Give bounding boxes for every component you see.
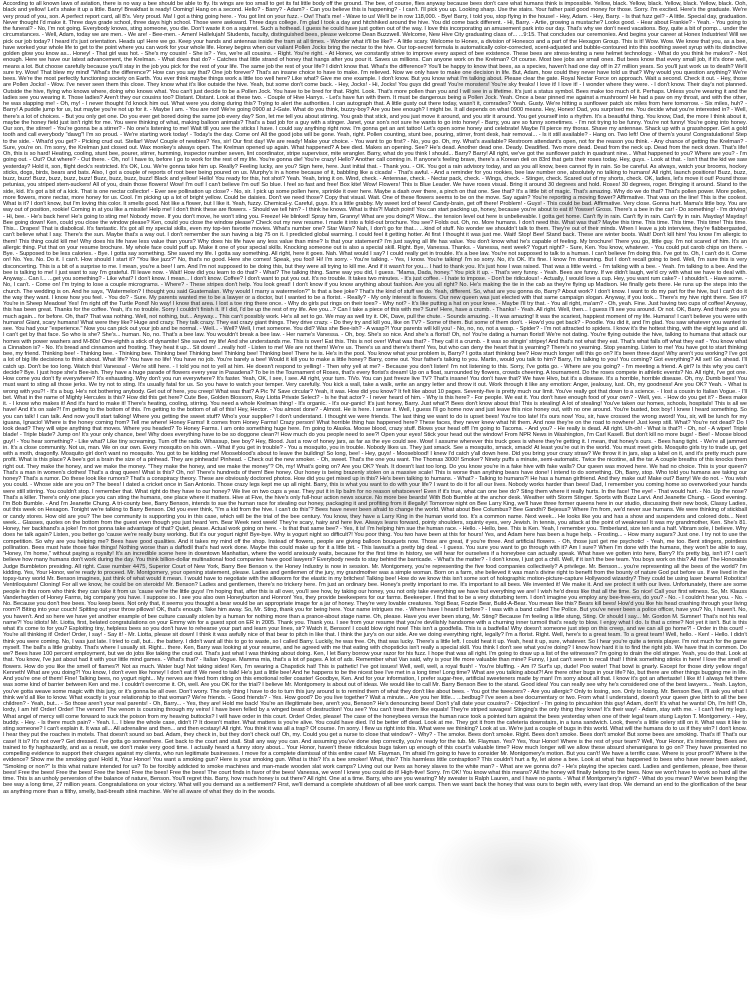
script-body-text: According to all known laws of aviation, there is no way a bee should be able to fly. Its wings are too small to get its fat little body off the ground. The bee, of course, flies anyway because bees don't care what humans think is impossible. Yellow, black. Yellow, black. Yellow, black. Yellow, black. Ooh, black and yellow! Let's shake it up a little. Barry! Breakfast is ready! Ooming! Hang on a second. Hello? - Barry? - Adam? - Can you believe this is happening? - I can't. I'll pick you up. Looking sharp. Use the stairs. Your father paid good money for those. Sorry. I'm excited. Here's the graduate. We're very proud of you, son. A perfect report card, all B's. Very proud. Ma! I got a thing going here. - You got lint on your fuzz. - Ow! That's me! - Wave to us! We'll be in row 118,000. - Bye! Barry, I told you, stop flying in the house! - Hey, Adam. - Hey, Barry. - Is that fuzz gel? - A little. Special day, graduation. Never thought I'd make it. Three days grade school, three days high school. Those were awkward. Three days college. I'm glad I took a day and hitchhiked around the hive. You did come back different. - Hi, Barry. - Artie, growing a mustache? Looks good. - Hear about Frankie? - Yeah. - You going to the funeral? - No, I'm not going. Everybody knows, sting someone, you die. Don't waste it on a squirrel. Such a hothead. I guess he could have just gotten out of the way. I love this incorporating an amusement park into our day. That's why we don't need vacations. Boy, quite a bit of pomp... under the circumstances. - Well, Adam, today we are men. - We are! - Bee-men. - Amen! Hallelujah! Students, faculty, distinguished bees, please welcome Dean Buzzwell. Welcome, New Hive City graduating class of... ...9:15. That concludes our ceremonies. And begins your career at Honex Industries! Will we pick our job today? I heard it's just orientation. Heads up! Here we go. Keep your hands and antennas inside the tram at all times. - Wonder what it'll be like? - A little scary. Welcome to Honex, a division of Honesco and a part of the Hexagon Group. This is it! Wow. Wow. We know that you, as a bee, have worked your whole life to get to the point where you can work for your whole life. Honey begins when our valiant Pollen Jocks bring the nectar to the hive. Our top-secret formula is automatically color-corrected, scent-adjusted and bubble-contoured into this soothing sweet syrup with its distinctive golden glow you know as... Honey! - That girl was hot. - She's my cousin! - She is? - Yes, we're all cousins. - Right. You're right. - At Honex, we constantly strive to improve every aspect of bee existence. These bees are stress-testing a new helmet technology. - What do you think he makes? - Not enough. Here we have our latest advancement, the Krelman. - What does that do? - Catches that little strand of honey that hangs after you pour it. Saves us millions. Can anyone work on the Krelman? Of course. Most bee jobs are small ones. But bees know that every small job, if it's done well, means a lot. But choose carefully because you'll stay in the job you pick for the rest of your life. The same job the rest of your life? I didn't know that. What's the difference? You'll be happy to know that bees, as a species, haven't had one day off in 27 million years. So you'll just work us to death? We'll sure try. Wow! That blew my mind! "What's the difference?" How can you say that? One job forever? That's an insane choice to have to make. I'm relieved. Now we only have to make one decision in life. But, Adam, how could they never have told us that? Why would you question anything? We're bees. We're the most perfectly functioning society on Earth. You ever think maybe things work a little too well here? Like what? Give me one example. I don't know. But you know what I'm talking about. Please clear the gate. Royal Nectar Force on approach. Wait a second. Check it out. - Hey, those are Pollen Jocks! - Wow. I've never seen them this close. They know what it's like outside the hive. Yeah, but some don't come back. - Hey, Jocks! - Hi, Jocks! You guys did great! You're monsters! You're sky freaks! I love it! I love it! - I wonder where they were. - I don't know. Their day's not planned. Outside the hive, flying who knows where, doing who knows what. You can't just decide to be a Pollen Jock. You have to be bred for that. Right. Look. That's more pollen than you and I will see in a lifetime. It's just a status symbol. Bees make too much of it. Perhaps. Unless you're wearing it and the ladies see you wearing it. Those ladies? Aren't they our cousins too? Distant. Distant. Look at these two. - Couple of Hive Harrys. - Let's have fun with them. It must be dangerous being a Pollen Jock. Yeah. Once a bear pinned me against a mushroom! He had a paw on my throat, and with the other, he was slapping me! - Oh, my! - I never thought I'd knock him out. What were you doing during this? Trying to alert the authorities. I can autograph that. A little gusty out there today, wasn't it, comrades? Yeah. Gusty. We're hitting a sunflower patch six miles from here tomorrow. - Six miles, huh? - Barry! A puddle jump for us, but maybe you're not up for it. - Maybe I am. - You are not! We're going 0900 at J-Gate. What do you think, buzzy-boy? Are you bee enough? I might be. It all depends on what 0900 means. Hey, Honex! Dad, you surprised me. You decide what you're interested in? - Well, there's a lot of choices. - But you only get one. Do you ever get bored doing the same job every day? Son, let me tell you about stirring. You grab that stick, and you just move it around, and you stir it around. You get yourself into a rhythm. It's a beautiful thing. You know, Dad, the more I think about it, maybe the honey field just isn't right for me. You were thinking of what, making balloon animals? That's a bad job for a guy with a stinger. Janet, your son's not sure he wants to go into honey! - Barry, you are so funny sometimes. - I'm not trying to be funny. You're not funny! You're going into honey. Our son, the stirrer! - You're gonna be a stirrer? - No one's listening to me! Wait till you see the sticks I have. I could say anything right now. I'm gonna get an ant tattoo! Let's open some honey and celebrate! Maybe I'll pierce my thorax. Shave my antennae. Shack up with a grasshopper. Get a gold tooth and call everybody "dawg"! I'm so proud. - We're starting work today! - Today's the day. Come on! All the good jobs will be gone. Yeah, right. Pollen counting, stunt bee, pouring, stirrer, front desk, hair removal... - Is it still available? - Hang on. Two left! One of them's yours! Congratulations! Step to the side. - What'd you get? - Picking crud out. Stellar! Wow! Couple of newbies? Yes, sir! Our first day! We are ready! Make your choice. - You want to go first? - No, you go. Oh, my. What's available? Restroom attendant's open, not for the reason you think. - Any chance of getting the Krelman? - Sure, you're on. I'm sorry, the Krelman just closed out. Wax monkey's always open. The Krelman opened up again. What happened? A bee died. Makes an opening. See? He's dead. Another dead one. Deady. Deadified. Two more dead. Dead from the neck up. Dead from the neck down. That's life! Oh, this is so hard! Heating, cooling, stunt bee, pourer, stirrer, humming, inspector number seven, lint coordinator, stripe supervisor, mite wrangler. Barry, what do you think I should... Barry? Barry! All right, we've got the sunflower patch in quadrant nine... What happened to you? Where are you? - I'm going out. - Out? Out where? - Out there. - Oh, no! I have to, before I go to work for the rest of my life. You're gonna die! You're crazy! Hello? Another call coming in. If anyone's feeling brave, there's a Korean deli on 83rd that gets their roses today. Hey, guys. - Look at that. - Isn't that the kid we saw yesterday? Hold it, son, flight deck's restricted. It's OK, Lou. We're gonna take him up. Really? Feeling lucky, are you? Sign here, here. Just initial that. - Thank you. - OK. You got a rain advisory today, and as you all know, bees cannot fly in rain. So be careful. As always, watch your brooms, hockey sticks, dogs, birds, bears and bats. Also, I got a couple of reports of root beer being poured on us. Murphy's in a home because of it, babbling like a cicada! - That's awful. - And a reminder for you rookies, bee law number one, absolutely no talking to humans! All right, launch positions! Buzz, buzz, buzz, buzz! Buzz, buzz, buzz, buzz! Buzz, buzz, buzz, buzz! Black and yellow! Hello! You ready for this, hot shot? Yeah. Yeah, bring it on. Wind, check. - Antennae, check. - Nectar pack, check. - Wings, check. - Stinger, check. Scared out of my shorts, check. OK, ladies, let's move it out! Pound those petunias, you striped stem-suckers! All of you, drain those flowers! Wow! I'm out! I can't believe I'm out! So blue. I feel so fast and free! Box kite! Wow! Flowers! This is Blue Leader. We have roses visual. Bring it around 30 degrees and hold. Roses! 30 degrees, roger. Bringing it around. Stand to the side, kid. It's got a bit of a kick. That is one nectar collector! - Ever see pollination up close? - No, sir. I pick up some pollen here, sprinkle it over here. Maybe a dash over there, a pinch on that one. See that? It's a little bit of magic. That's amazing. Why do we do that? That's pollen power. More pollen, more flowers, more nectar, more honey for us. Cool. I'm picking up a lot of bright yellow. Could be daisies. Don't we need those? Copy that visual. Wait. One of these flowers seems to be on the move. Say again? You're reporting a moving flower? Affirmative. That was on the line! This is the coolest. What is it? I don't know, but I'm loving this color. It smells good. Not like a flower, but I like it. Yeah, fuzzy. Chemical-y. Careful, guys. It's a little grabby. My sweet lord of bees! Candy-brain, get off there! Problem! - Guys! - This could be bad. Affirmative. Very close. Gonna hurt. Mama's little boy. You are way out of position, rookie! Coming in at you like a missile! Help me! I don't think these are flowers. - Should we tell him? - I think he knows. What is this?! Match point! You can start packing up, honey, because you're about to eat it! Yowser! Gross. There's a bee in the car! - Do something! - I'm driving! - Hi, bee. - He's back here! He's going to sting me! Nobody move. If you don't move, he won't sting you. Freeze! He blinked! Spray him, Granny! What are you doing?! Wow... the tension level out here is unbelievable. I gotta get home. Can't fly in rain. Can't fly in rain. Can't fly in rain. Mayday! Mayday! Bee going down! Ken, could you close the window please? Ken, could you close the window please? Check out my new resume. I made it into a fold-out brochure. You see? Folds out. Oh, no. More humans. I don't need this. What was that? Maybe this time. This time. This time. This time! This time. This... Drapes! That is diabolical. It's fantastic. It's got all my special skills, even my top-ten favorite movies. What's number one? Star Wars? Nah, I don't go for that... ...kind of stuff. No wonder we shouldn't talk to them. They're out of their minds. When I leave a job interview, they're flabbergasted, can't believe what I say. There's the sun. Maybe that's a way out. I don't remember the sun having a big 75 on it. I predicted global warming. I could feel it getting hotter. At first I thought it was just me. Wait! Stop! Bee! Stand back. These are winter boots. Wait! Don't kill him! You know I'm allergic to them! This thing could kill me! Why does his life have less value than yours? Why does his life have any less value than mine? Is that your statement? I'm just saying all life has value. You don't know what he's capable of feeling. My brochure! There you go, little guy. I'm not scared of him. It's an allergic thing. Put that on your resume brochure. My whole face could puff up. Make it one of your special skills. Knocking someone out is also a special skill. Right. Bye, Vanessa. Thanks. - Vanessa, next week? Yogurt night? - Sure, Ken. You know, whatever. - You could put carob chips on there. - Bye. - Supposed to be less calories. - Bye. I gotta say something. She saved my life. I gotta say something. All right, here it goes. Nah. What would I say? I could really get in trouble. It's a bee law. You're not supposed to talk to a human. I can't believe I'm doing this. I've got to. Oh, I can't do it. Come on! No. Yes. No. Do it. I can't. How should I start it? "You like jazz?" No, that's no good. Here she comes! Speak, you fool! Hi! I'm sorry. - You're talking. - Yes, I know. You're talking! I'm so sorry. No, it's OK. It's fine. I know I'm dreaming. But I don't recall going to bed. Well, I'm sure this is very disconcerting. This is a bit of a surprise to me. I mean, you're a bee! I am. And I'm not supposed to be doing this, but they were all trying to kill me. And if it wasn't for you... I had to thank you. It's just how I was raised. That was a little weird. - I'm talking with a bee. - Yeah. I'm talking to a bee. And the bee is talking to me! I just want to say I'm grateful. I'll leave now. - Wait! How did you learn to do that? - What? The talking thing. Same way you did, I guess. "Mama, Dada, honey." You pick it up. - That's very funny. - Yeah. Bees are funny. If we didn't laugh, we'd cry with what we have to deal with. Anyway... Can I... ...get you something? - Like what? I don't know. I mean... I don't know. Coffee? I don't want to put you out. It's no trouble. It takes two minutes. - It's just coffee. - I hate to impose. - Don't be ridiculous! - Actually, I would love a cup. Hey, you want rum cake? - I shouldn't. - Have some. - No, I can't. - Come on! I'm trying to lose a couple micrograms. - Where? - These stripes don't help. You look great! I don't know if you know anything about fashion. Are you all right? No. He's making the tie in the cab as they're flying up Madison. He finally gets there. He runs up the steps into the church. The wedding is on. And he says, "Watermelon? I thought you said Guatemalan. Why would I marry a watermelon?" Is that a bee joke? That's the kind of stuff we do. Yeah, different. So, what are you gonna do, Barry? About work? I don't know. I want to do my part for the hive, but I can't do it the way they want. I know how you feel. - You do? - Sure. My parents wanted me to be a lawyer or a doctor, but I wanted to be a florist. - Really? - My only interest is flowers. Our new queen was just elected with that same campaign slogan. Anyway, if you look... There's my hive right there. See it? You're in Sheep Meadow! Yes! I'm right off the Turtle Pond! No way! I know that area. I lost a toe ring there once. - Why do girls put rings on their toes? - Why not? - It's like putting a hat on your knee. - Maybe I'll try that. - You all right, ma'am? - Oh, yeah. Fine. Just having two cups of coffee! Anyway, this has been great. Thanks for the coffee. Yeah, it's no trouble. Sorry I couldn't finish it. If I did, I'd be up the rest of my life. Are you...? Can I take a piece of this with me? Sure! Here, have a crumb. - Thanks! - Yeah. All right. Well, then... I guess I'll see you around. Or not. OK, Barry. And thank you so much again... for before. Oh, that? That was nothing. Well, not nothing, but... Anyway... This can't possibly work. He's all set to go. We may as well try it. OK, Dave, pull the chute. - Sounds amazing. - It was amazing! It was the scariest, happiest moment of my life. Humans! I can't believe you were with humans! Giant, scary humans! What were they like? Huge and crazy. They talk crazy. They eat crazy giant things. They drive crazy. - Do they try and kill you, like on TV? - Some of them. But some of them don't. - How'd you get back? - Poodle. You did it, and I'm glad. You saw whatever you wanted to see. You had your "experience." Now you can pick out your job and be normal. - Well... - Well? Well, I met someone. You did? Was she Bee-ish? - A wasp?! Your parents will kill you! - No, no, no, not a wasp. - Spider? - I'm not attracted to spiders. I know it's the hottest thing, with the eight legs and all. I can't get by that face. So who is she? She's... human. No, no. That's a bee law. You wouldn't break a bee law. - Her name's Vanessa. - Oh, boy. She's so nice. And she's a florist! Oh, no! You're dating a human florist! We're not dating. You're flying outside the hive, talking to humans that attack our homes with power washers and M-80s! One-eighth a stick of dynamite! She saved my life! And she understands me. This is over! Eat this. This is not over! What was that? - They call it a crumb. - It was so stingin' stripey! And that's not what they eat. That's what falls off what they eat! - You know what a Cinnabon is? - No. It's bread and cinnamon and frosting. They heat it up... Sit down! ...really hot! - Listen to me! We are not them! We're us. There's us and there's them! Yes, but who can deny the heart that is yearning? There's no yearning. Stop yearning. Listen to me! You have got to start thinking bee, my friend. Thinking bee! - Thinking bee. - Thinking bee. Thinking bee! Thinking bee! Thinking bee! Thinking bee! There he is. He's in the pool. You know what your problem is, Barry? I gotta start thinking bee? How much longer will this go on? It's been three days! Why aren't you working? I've got a lot of big life decisions to think about. What life? You have no life! You have no job. You're barely a bee! Would it kill you to make a little honey? Barry, come out. Your father's talking to you. Martin, would you talk to him? Barry, I'm talking to you! You coming? Got everything? All set! Go ahead. I'll catch up. Don't be too long. Watch this! Vanessa! - We're still here. - I told you not to yell at him. He doesn't respond to yelling! - Then why yell at me? - Because you don't listen! I'm not listening to this. Sorry, I've gotta go. - Where are you going? - I'm meeting a friend. A girl? Is this why you can't decide? Bye. I just hope she's Bee-ish. They have a huge parade of flowers every year in Pasadena? To be in the Tournament of Roses, that's every florist's dream! Up on a float, surrounded by flowers, crowds cheering. A tournament. Do the roses compete in athletic events? No. All right, I've got one. How come you don't fly everywhere? It's exhausting. Why don't you run everywhere? It's faster. Yeah, OK, I see, I see. All right, your turn. TiVo. You can just freeze live TV? That's insane! You don't have that? We have Hivo, but it's a disease. It's a horrible, horrible disease. Oh, my. Dumb bees! You must want to sting all those jerks. We try not to sting. It's usually fatal for us. So you have to watch your temper. Very carefully. You kick a wall, take a walk, write an angry letter and throw it out. Work through it like any emotion: Anger, jealousy, lust. Oh, my goodness! Are you OK? Yeah. - What is wrong with you?! - It's a bug. He's not bothering anybody. Get out of here, you creep! What was that? A Pic 'N' Save circular? Yeah, it was. How did you know? It felt like about 10 pages. Seventy-five is pretty much our limit. You've really got that down to a science. - I lost a cousin to Italian Vogue. - I'll bet. What in the name of Mighty Hercules is this? How did this get here? Cute Bee, Golden Blossom, Ray Liotta Private Select? - Is he that actor? - I never heard of him. - Why is this here? - For people. We eat it. You don't have enough food of your own? - Well, yes. - How do you get it? - Bees make it. - I know who makes it! And it's hard to make it! There's heating, cooling, stirring. You need a whole Krelman thing! - It's organic. - It's our-ganic! It's just honey, Barry. Just what?! Bees don't know about this! This is stealing! A lot of stealing! You've taken our homes, schools, hospitals! This is all we have! And it's on sale?! I'm getting to the bottom of this. I'm getting to the bottom of all of this! Hey, Hector. - You almost done? - Almost. He is here. I sense it. Well, I guess I'll go home now and just leave this nice honey out, with no one around. You're busted, box boy! I knew I heard something. So you can talk! I can talk. And now you'll start talking! Where you getting the sweet stuff? Who's your supplier? I don't understand. I thought we were friends. The last thing we want to do is upset bees! You're too late! It's ours now! You, sir, have crossed the wrong sword! You, sir, will be lunch for my iguana, Ignacio! Where is the honey coming from? Tell me where! Honey Farms! It comes from Honey Farms! Crazy person! What horrible thing has happened here? These faces, they never knew what hit them. And now they're on the road to nowhere! Just keep still. What? You're not dead? Do I look dead? They will wipe anything that moves. Where you headed? To Honey Farms. I am onto something huge here. I'm going to Alaska. Moose blood, crazy stuff. Blows your head off! I'm going to Tacoma. - And you? - He really is dead. All right. Uh-oh! - What is that?! - Oh, no! - A wiper! Triple blade! - Triple blade? Jump on! It's your only chance, bee! Why does everything have to be so doggone clean?! How much do you people need to see?! Open your eyes! Stick your head out the window! From NPR News in Washington, I'm Carl Kasell. But don't kill no more bugs! - Bee! - Moose blood guy!! - You hear something? - Like what? Like tiny screaming. Turn off the radio. Whassup, bee boy? Hey, Blood. Just a row of honey jars, as far as the eye could see. Wow! I assume wherever this truck goes is where they're getting it. I mean, that honey's ours. - Bees hang tight. - We're all jammed in. It's a close community. Not us, man. We on our own. Every mosquito on his own. - What if you get in trouble? - You a mosquito, you in trouble. Nobody likes us. They just smack. See a mosquito, smack, smack! At least you're out in the world. You must meet girls. Mosquito girls try to trade up, get with a moth, dragonfly. Mosquito girl don't want no mosquito. You got to be kidding me! Mooseblood's about to leave the building! So long, bee! - Hey, guys! - Mooseblood! I knew I'd catch y'all down here. Did you bring your crazy straw? We throw it in jars, slap a label on it, and it's pretty much pure profit. What is this place? A bee's got a brain the size of a pinhead. They are pinheads! Pinhead. - Check out the new smoker. - Oh, sweet. That's the one you want. The Thomas 3000! Smoker? Ninety puffs a minute, semi-automatic. Twice the nicotine, all the tar. A couple breaths of this knocks them right out. They make the honey, and we make the money. "They make the honey, and we make the money"? Oh, my! What's going on? Are you OK? Yeah. It doesn't last too long. Do you know you're in a fake hive with fake walls? Our queen was moved here. We had no choice. This is your queen? That's a man in women's clothes! That's a drag queen! What is this? Oh, no! There's hundreds of them! Bee honey. Our honey is being brazenly stolen on a massive scale! This is worse than anything bears have done! I intend to do something. Oh, Barry, stop. Who told you humans are taking our honey? That's a rumor. Do these look like rumors? That's a conspiracy theory. These are obviously doctored photos. How did you get mixed up in this? He's been talking to humans. - What? - Talking to humans?! He has a human girlfriend. And they make out! Make out? Barry! We do not. - You wish you could. - Whose side are you on? The bees! I dated a cricket once in San Antonio. Those crazy legs kept me up all night. Barry, this is what you want to do with your life? I want to do it for all our lives. Nobody works harder than bees! Dad, I remember you coming home so overworked your hands were still stirring. You couldn't stop. I remember that. What right do they have to our honey? We live on two cups a year. They put it in lip balm for no reason whatsoever! Even if it's true, what can one bee do? Sting them where it really hurts. In the face! The eye! - That would hurt. - No. Up the nose? That's a killer. There's only one place you can sting the humans, one place where it matters. Hive at Five, the hive's only full-hour action news source. No more bee beards! With Bob Bumble at the anchor desk. Weather with Storm Stinger. Sports with Buzz Larvi. And Jeanette Chung. - Good evening. I'm Bob Bumble. - And I'm Jeanette Chung. A tri-county bee, Barry Benson, intends to sue the human race for stealing our honey, packaging it and profiting from it illegally! Tomorrow night on Bee Larry King, we'll have three former queens here in our studio, discussing their new book, Classy Ladies, out this week on Hexagon. Tonight we're talking to Barry Benson. Did you ever think, "I'm a kid from the hive. I can't do this"? Bees have never been afraid to change the world. What about Bee Columbus? Bee Gandhi? Bejesus? Where I'm from, we'd never sue humans. We were thinking of stickball or candy stores. How old are you? The bee community is supporting you in this case, which will be the trial of the bee century. You know, they have a Larry King in the human world too. It's a common name. Next week... He looks like you and has a show and suspenders and colored dots... Next week... Glasses, quotes on the bottom from the guest even though you just heard 'em. Bear Week next week! They're scary, hairy and here live. Always leans forward, pointy shoulders, squinty eyes, very Jewish. In tennis, you attack at the point of weakness! It was my grandmother, Ken. She's 81. Honey, her backhand's a joke! I'm not gonna take advantage of that? Quiet, please. Actual work going on here. - Is that that same bee? - Yes, it is! I'm helping him sue the human race. - Hello. - Hello, bee. This is Ken. Yeah, I remember you. Timberland, size ten and a half. Vibram sole, I believe. Why does he talk again? Listen, you better go 'cause we're really busy working. But it's our yogurt night! Bye-bye. Why is yogurt night so difficult?! You poor thing. You two have been at this for hours! Yes, and Adam here has been a huge help. - Frosting... - How many sugars? Just one. I try not to use the competition. So why are you helping me? Bees have good qualities. And it takes my mind off the shop. Instead of flowers, people are giving balloon bouquets now. Those are great, if you're three. And artificial flowers. - Oh, those just get me psychotic! - Yeah, me too. Bent stingers, pointless pollination. Bees must hate those fake things! Nothing worse than a daffodil that's had work done. Maybe this could make up for it a little bit. - This lawsuit's a pretty big deal. - I guess. You sure you want to go through with it? Am I sure? When I'm done with the humans, they won't be able to say, "Honey, I'm home," without paying a royalty! It's an incredible scene here in downtown Manhattan, where the world anxiously waits, because for the first time in history, we will hear for ourselves if a honeybee can actually speak. What have we gotten into here, Barry? It's pretty big, isn't it? I can't believe how many humans don't work during the day. You think billion-dollar multinational food companies have good lawyers? Everybody needs to stay behind the barricade. - What's the matter? - I don't know, I just got a chill. Well, if it isn't the bee team. You boys work on this? All rise! The Honorable Judge Bumbleton presiding. All right. Case number 4475, Superior Court of New York, Barry Bee Benson v. the Honey Industry is now in session. Mr. Montgomery, you're representing the five food companies collectively? A privilege. Mr. Benson... you're representing all the bees of the world? I'm kidding. Yes, Your Honor, we're ready to proceed. Mr. Montgomery, your opening statement, please. Ladies and gentlemen of the jury, my grandmother was a simple woman. Born on a farm, she believed it was man's divine right to benefit from the bounty of nature God put before us. If we lived in the topsy-turvy world Mr. Benson imagines, just think of what would it mean. I would have to negotiate with the silkworm for the elastic in my britches! Talking bee! How do we know this isn't some sort of holographic motion-picture-capture Hollywood wizardry? They could be using laser beams! Robotics! Ventriloquism! Cloning! For all we know, he could be on steroids! Mr. Benson? Ladies and gentlemen, there's no trickery here. I'm just an ordinary bee. Honey's pretty important to me. It's important to all bees. We invented it! We make it. And we protect it with our lives. Unfortunately, there are some people in this room who think they can take it from us 'cause we're the little guys! I'm hoping that, after this is all over, you'll see how, by taking our honey, you not only take everything we have but everything we are! I wish he'd dress like that all the time. So nice! Call your first witness. So, Mr. Klauss Vanderhayden of Honey Farms, big company you have. I suppose so. I see you also own Honeyburton and Honron! Yes, they provide beekeepers for our farms. Beekeeper. I find that to be a very disturbing term. I don't imagine you employ any bee-free-ers, do you? - No. - I couldn't hear you. - No. - No. Because you don't free bees. You keep bees. Not only that, it seems you thought a bear would be an appropriate image for a jar of honey. They're very lovable creatures. Yogi Bear, Fozzie Bear, Build-A-Bear. You mean like this? Bears kill bees! How'd you like his head crashing through your living room?! Biting into your couch! Spitting out your throw pillows! OK, that's enough. Take him away. So, Mr. Sting, thank you for being here. Your name intrigues me. - Where have I heard it before? - I was with a band called The Police. But you've never been a police officer, have you? No, I haven't. No, you haven't. And so here we have yet another example of bee culture casually stolen by a human for nothing more than a prance-about stage name. Oh, please. Have you ever been stung, Mr. Sting? Because I'm feeling a little stung, Sting. Or should I say... Mr. Gordon M. Sumner! That's not his real name?! You idiots! Mr. Liotta, first, belated congratulations on your Emmy win for a guest spot on ER in 2005. Thank you. Thank you. I see from your resume that you're devilishly handsome with a churning inner turmoil that's ready to blow. I enjoy what I do. Is that a crime? Not yet it isn't. But is this what it's come to for you? Exploiting tiny, helpless bees so you don't have to rehearse your part and learn your lines, sir? Watch it, Benson! I could blow right now! This isn't a goodfella. This is a badfella! Why doesn't someone just step on this creep, and we can all go home?! - Order in this court! - You're all thinking it! Order! Order, I say! - Say it! - Mr. Liotta, please sit down! I think it was awfully nice of that bear to pitch in like that. I think the jury's on our side. Are we doing everything right, legally? I'm a florist. Right. Well, here's to a great team. To a great team! Well, hello. - Ken! - Hello. I didn't think you were coming. No, I was just late. I tried to call, but... the battery. I didn't want all this to go to waste, so I called Barry. Luckily, he was free. Oh, that was lucky. There's a little left. I could heat it up. Yeah, heat it up, sure, whatever. So I hear you're quite a tennis player. I'm not much for the game myself. The ball's a little grabby. That's where I usually sit. Right... there. Ken, Barry was looking at your resume, and he agreed with me that eating with chopsticks isn't really a special skill. You think I don't see what you're doing? I know how hard it is to find the right job. We have that in common. Do we? Bees have 100 percent employment, but we do jobs like taking the crud out. That's just what I was thinking about doing. Ken, I let Barry borrow your razor for his fuzz. I hope that was all right. I'm going to draw up a list of the witnesses? I'm going to drain the old stinger. Yeah, you do that. Look at that. You know, I've just about had it with your little mind games. - What's that? - Italian Vogue. Mamma mia, that's a lot of pages. A lot of ads. Remember what Van said, why is your life more valuable than mine? Funny, I just can't seem to recall that! I think something stinks in here! I love the smell of flowers. How do you like the smell of flames?! Not as much. Water bug! Not taking sides! Ken, I'm wearing a Chapstick hat! This is pathetic! I've got issues! Well, well, well, a royal flush! - You're bluffing. - Am I? Surf's up, dude! Poo water! That bowl is gnarly. Except for those dirty yellow rings! Kenneth! What are you doing?! You know, I don't even like honey! I don't eat it! We need to talk! He's just a little bee! And he happens to be the nicest bee I've met in a long time! Long time? What are you talking about?! Are there other bugs in your life? No, but there are other things bugging me in life. And you're one of them! Fine! Talking bees, no yogurt night... My nerves are fried from riding on this emotional roller coaster! Goodbye, Ken. And for your information, I prefer sugar-free, artificial sweeteners made by man! I'm sorry about all that. I know it's got an aftertaste! I like it! I always felt there was some kind of barrier between Ken and me. I couldn't overcome it. Oh, well. Are you OK for the trial? I believe Mr. Montgomery is about out of ideas. We would like to call Mr. Barry Benson Bee to the stand. Good idea! You can really see why he's considered one of the best lawyers... Yeah. Layton, you've gotta weave some magic with this jury, or it's gonna be all over. Don't worry. The only thing I have to do to turn this jury around is to remind them of what they don't like about bees. - You got the tweezers? - Are you allergic? Only to losing, son. Only to losing. Mr. Benson Bee, I'll ask you what I think we'd all like to know. What exactly is your relationship to that woman? We're friends. - Good friends? - Yes. How good? Do you live together? Wait a minute... Are you her little... ...bedbug? I've seen a bee documentary or two. From what I understand, doesn't your queen give birth to all the bee children? - Yeah, but... - So those aren't your real parents! - Oh, Barry... - Yes, they are! Hold me back! You're an illegitimate bee, aren't you, Benson? He's denouncing bees! Don't y'all date your cousins? - Objection! - I'm going to pincushion this guy! Adam, don't! It's what he wants! Oh, I'm hit!! Oh, lordy, I am hit! Order! Order! The venom! The venom is coursing through my veins! I have been felled by a winged beast of destruction! You see? You can't treat them like equals! They're striped savages! Stinging's the only thing they know! It's their way! - Adam, stay with me. - I can't feel my legs. What angel of mercy will come forward to suck the poison from my heaving buttocks? I will have order in this court. Order! Order, please! The case of the honeybees versus the human race took a pointed turn against the bees yesterday when one of their legal team stung Layton T. Montgomery. - Hey, buddy. - Hey. - Is there much pain? - Yeah. I... I blew the whole case, didn't I? It doesn't matter. What matters is you're alive. You could have died. I'd be better off dead. Look at me. They got it from the cafeteria downstairs, in a tuna sandwich. Look, there's a little celery still on it. What was it like to sting someone? I can't explain it. It was all... All adrenaline and then... and then ecstasy! All right. You think it was all a trap? Of course. I'm sorry. I flew us right into this. What were we thinking? Look at us. We're just a couple of bugs in this world. What will the humans do to us if they win? I don't know. I hear they put the roaches in motels. That doesn't sound so bad. Adam, they check in, but they don't check out! Oh, my. Could you get a nurse to close that window? - Why? - The smoke. Bees don't smoke. Right. Bees don't smoke. Bees don't smoke! But some bees are smoking. That's it! That's our case! It is? It's not over? Get dressed. I've gotta go somewhere. Get back to the court and stall. Stall any way you can. And assuming you've done step correctly, you're ready for the tub. Mr. Flayman. Yes? Yes, Your Honor! Where is the rest of your team? Well, Your Honor, it's interesting. Bees are trained to fly haphazardly, and as a result, we don't make very good time. I actually heard a funny story about... Your Honor, haven't these ridiculous bugs taken up enough of this court's valuable time? How much longer will we allow these absurd shenanigans to go on? They have presented no compelling evidence to support their charges against my clients, who run legitimate businesses. I move for a complete dismissal of this entire case! Mr. Flayman, I'm afraid I'm going to have to consider Mr. Montgomery's motion. But you can't! We have a terrific case. Where is your proof? Where is the evidence? Show me the smoking gun! Hold it, Your Honor! You want a smoking gun? Here is your smoking gun. What is this? It's a bee smoker! What, this? This harmless little contraption? This couldn't hurt a fly, let alone a bee. Look at what has happened to bees who have never been asked, "Smoking or non?" Is this what nature intended for us? To be forcibly addicted to smoke machines and man-made wooden slat work camps? Living out our lives as honey slaves to the white man? - What are we gonna do? - He's playing the species card. Ladies and gentlemen, please, free these bees! Free the bees! Free the bees! Free the bees! Free the bees! Free the bees! The court finds in favor of the bees! Vanessa, we won! I knew you could do it! High-five! Sorry. I'm OK! You know what this means? All the honey will finally belong to the bees. Now we won't have to work so hard all the time. This is an unholy perversion of the balance of nature, Benson. You'll regret this. Barry, how much honey is out there? All right. One at a time. Barry, who are you wearing? My sweater is Ralph Lauren, and I have no pants. - What if Montgomery's right? - What do you mean? We've been living the bee way a long time, 27 million years. Congratulations on your victory. What will you demand as a settlement? First, we'll demand a complete shutdown of all bee work camps. Then we want back the honey that was ours to begin with, every last drop. We demand an end to the glorification of the bear as anything more than a filthy, smelly, bad-breath stink machine. We're all aware of what they do in the woods.	[3, 1, 747, 795]
sketch-smudge	[430, 820, 600, 920]
